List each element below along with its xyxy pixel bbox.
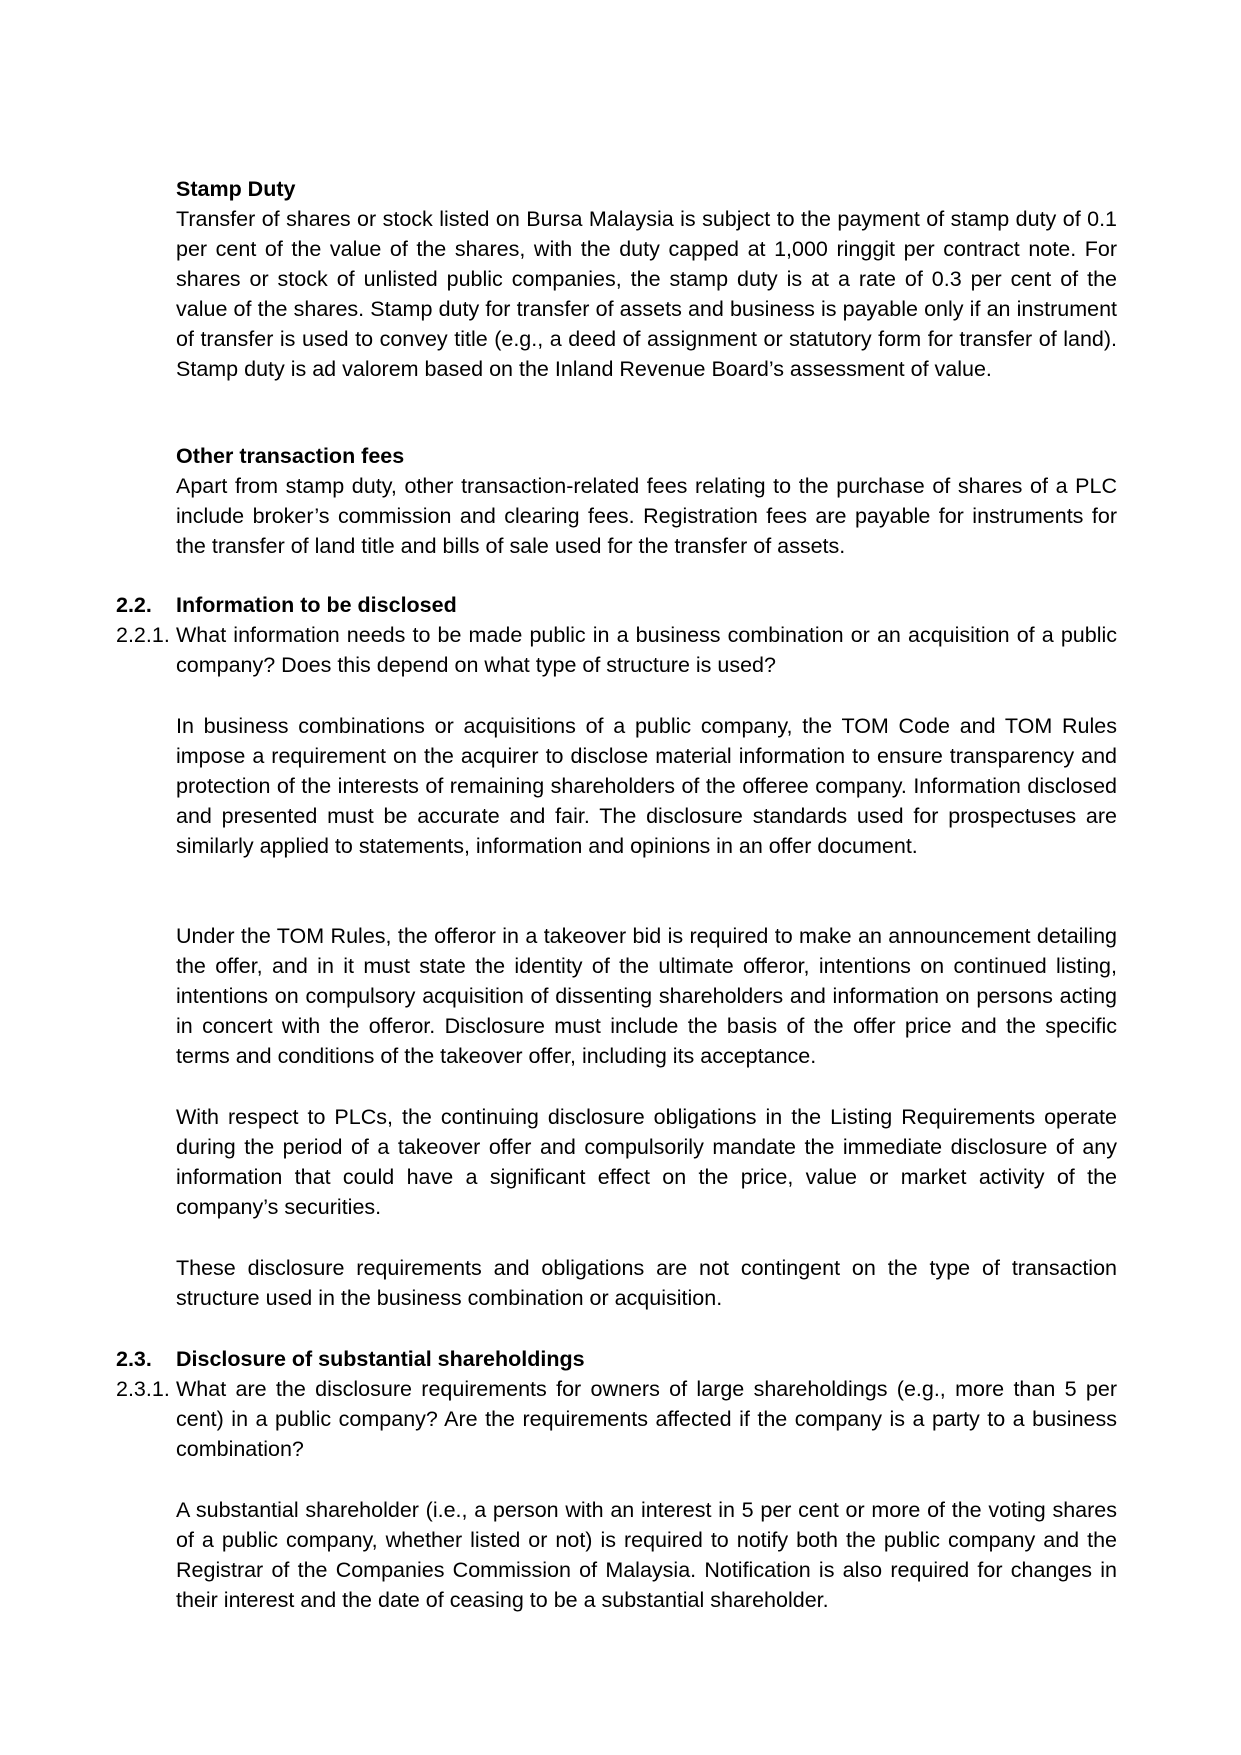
other-fees-paragraph: Apart from stamp duty, other transaction-related fees relating to the purchase of shares of a PLC include broker’s commission and clearing fees. Registration fees are payable for instruments for the transfer of land title and bills of sale used for the transfer of assets. [176, 474, 1117, 558]
other-fees-block [176, 441, 1117, 561]
question-2-3-1-number: 2.3.1. [116, 1377, 170, 1401]
question-2-2-1-text: What information needs to be made public in a business combination or an acquisition of a public company? Does this depend on what type of structure is used? [176, 623, 1117, 677]
answer-2-2-1-p4-block [176, 1253, 1117, 1313]
section-2-3-heading [116, 1344, 1117, 1374]
answer-2-3-1-p1-block [176, 1495, 1117, 1615]
answer-2-2-1-p3-block [176, 1102, 1117, 1222]
answer-2-2-1-p1-block [176, 711, 1117, 861]
answer-paragraph: A substantial shareholder (i.e., a person with an interest in 5 per cent or more of the voting shares of a public company, whether listed or not) is required to notify both the public company and the Registrar of the Companies Commission of Malaysia. Notification is also required for changes in their interest and the date of ceasing to be a substantial shareholder. [176, 1498, 1117, 1612]
question-2-2-1 [116, 620, 1117, 680]
answer-paragraph: These disclosure requirements and obligations are not contingent on the type of transaction structure used in the business combination or acquisition. [176, 1256, 1117, 1310]
question-2-3-1-text: What are the disclosure requirements for owners of large shareholdings (e.g., more than 5 per cent) in a public company? Are the requirements affected if the company is a party to a business combination? [176, 1377, 1117, 1461]
stamp-duty-block [176, 174, 1117, 384]
section-2-3-title: Disclosure of substantial shareholdings [176, 1347, 585, 1371]
section-2-3-number: 2.3. [116, 1347, 152, 1371]
section-2-2-heading [116, 590, 1117, 620]
other-fees-heading: Other transaction fees [176, 444, 405, 468]
answer-paragraph: With respect to PLCs, the continuing disclosure obligations in the Listing Requirements operate during the period of a takeover offer and compulsorily mandate the immediate disclosure of any information that could have a significant effect on the price, value or market activity of the company’s securities. [176, 1105, 1117, 1219]
question-2-2-1-number: 2.2.1. [116, 623, 170, 647]
section-2-2-title: Information to be disclosed [176, 593, 457, 617]
stamp-duty-paragraph: Transfer of shares or stock listed on Bursa Malaysia is subject to the payment of stamp duty of 0.1 per cent of the value of the shares, with the duty capped at 1,000 ringgit per contract note. For shares or stock of unlisted public companies, the stamp duty is at a rate of 0.3 per cent of the value of the shares. Stamp duty for transfer of assets and business is payable only if an instrument of transfer is used to convey title (e.g., a deed of assignment or statutory form for transfer of land). Stamp duty is ad valorem based on the Inland Revenue Board’s assessment of value. [176, 207, 1117, 381]
answer-2-2-1-p2-block [176, 921, 1117, 1071]
section-2-2-number: 2.2. [116, 593, 152, 617]
answer-paragraph: Under the TOM Rules, the offeror in a takeover bid is required to make an announcement detailing the offer, and in it must state the identity of the ultimate offeror, intentions on continued listing, intentions on compulsory acquisition of dissenting shareholders and information on persons acting in concert with the offeror. Disclosure must include the basis of the offer price and the specific terms and conditions of the takeover offer, including its acceptance. [176, 924, 1117, 1068]
question-2-3-1 [116, 1374, 1117, 1464]
answer-paragraph: In business combinations or acquisitions of a public company, the TOM Code and TOM Rules impose a requirement on the acquirer to disclose material information to ensure transparency and protection of the interests of remaining shareholders of the offeree company. Information disclosed and presented must be accurate and fair. The disclosure standards used for prospectuses are similarly applied to statements, information and opinions in an offer document. [176, 714, 1117, 858]
stamp-duty-heading: Stamp Duty [176, 177, 296, 201]
